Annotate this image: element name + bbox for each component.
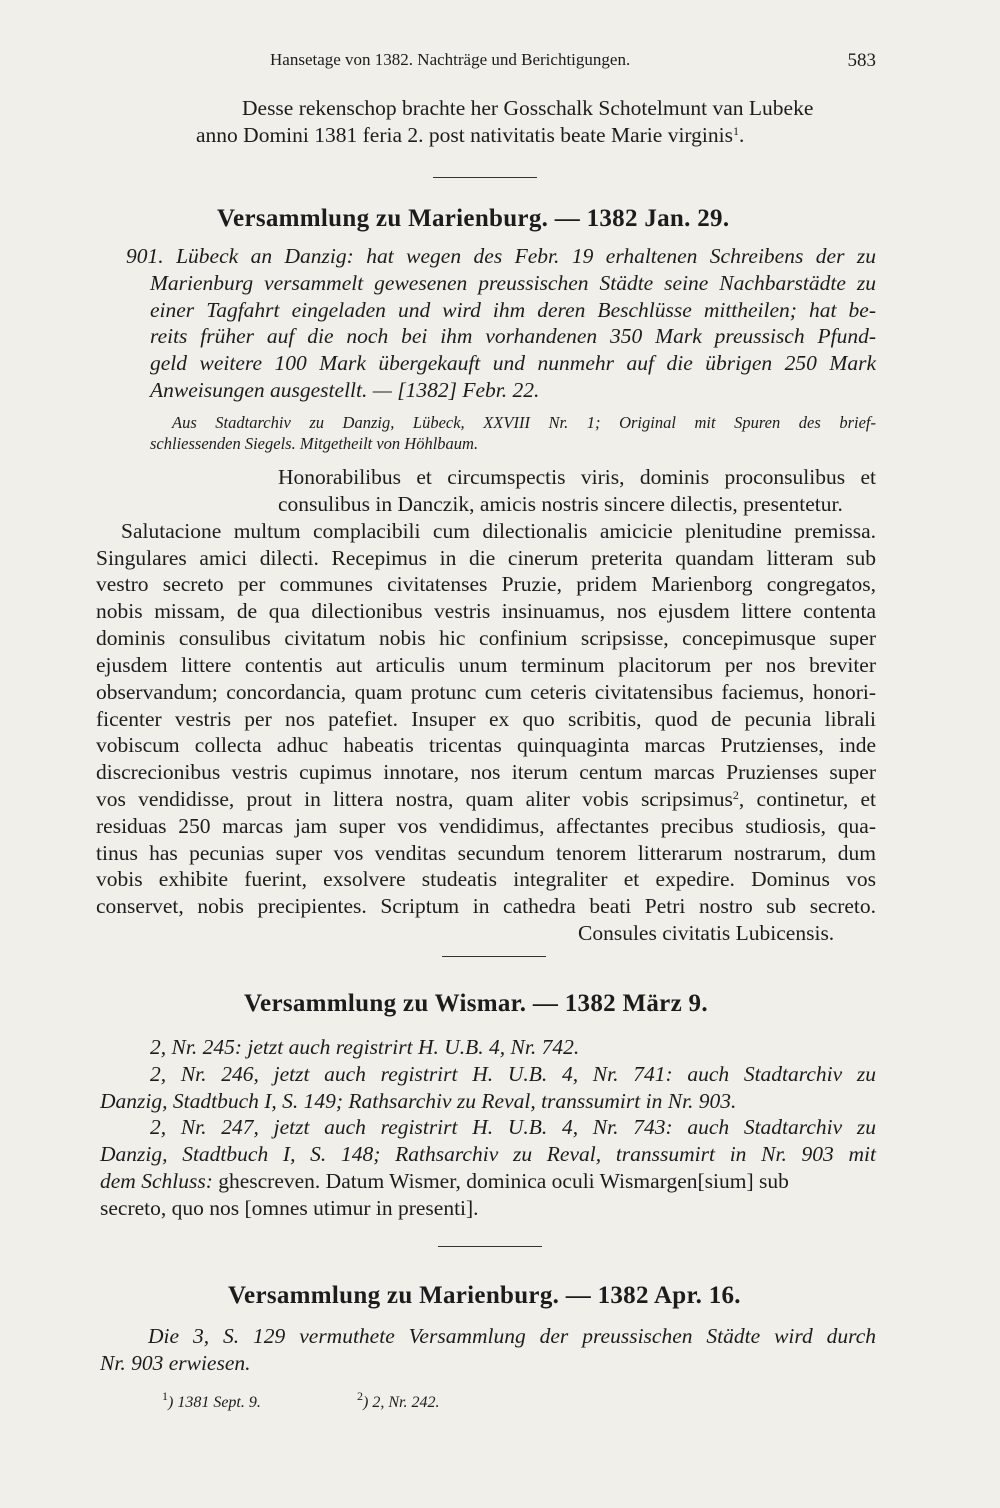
body-line-7: observandum; concordancia, quam protunc cum ceteris civitatensibus faciemus, honori-	[96, 680, 876, 704]
wismar-line-6: dem Schluss: ghescreven. Datum Wismer, dominica oculi Wismargen[sium] sub	[100, 1169, 789, 1193]
wismar-line-3: Danzig, Stadtbuch I, S. 149; Rathsarchiv zu Reval, transsumirt in Nr. 903.	[100, 1089, 737, 1113]
section-divider-3	[438, 1246, 542, 1247]
wismar-line-2: 2, Nr. 246, jetzt auch registrirt H. U.B. 4, Nr. 741: auch Stadtarchiv zu	[150, 1062, 876, 1086]
body-line-13: tinus has pecunias super vos venditas secundum tenorem litterarum nostrarum, dum	[96, 841, 876, 865]
top-text-line-1: Desse rekenschop brachte her Gosschalk Schotelmunt van Lubeke	[242, 96, 814, 120]
top-text-line-2: anno Domini 1381 feria 2. post nativitatis beate Marie virginis$^1$.	[196, 123, 745, 147]
entry-line-6: Anweisungen ausgestellt. — [1382] Febr. 22.	[150, 378, 540, 402]
marienburg-apr-line-2: Nr. 903 erwiesen.	[100, 1351, 251, 1375]
body-line-11: vos vendidisse, prout in littera nostra, quam aliter vobis scripsimus$^2$, continetur, et	[96, 787, 876, 811]
letter-signature: Consules civitatis Lubicensis.	[578, 921, 835, 945]
address-line-2: consulibus in Danczik, amicis nostris sincere dilectis, presentetur.	[278, 492, 843, 516]
wismar-line-4: 2, Nr. 247, jetzt auch registrirt H. U.B. 4, Nr. 743: auch Stadtarchiv zu	[150, 1115, 876, 1139]
body-line-4: nobis missam, de qua dilectionibus vestris insinuamus, nos ejusdem littere contenta	[96, 599, 876, 623]
marienburg-apr-line-1: Die 3, S. 129 vermuthete Versammlung der preussischen Städte wird durch	[148, 1324, 876, 1348]
running-header: Hansetage von 1382. Nachträge und Berichtigungen.	[270, 50, 631, 69]
footnote-ref-2: 2	[732, 788, 739, 802]
section-heading-marienburg-jan: Versammlung zu Marienburg. — 1382 Jan. 29.	[217, 205, 730, 232]
body-line-8: ficenter vestris per nos patefiet. Insuper ex quo scribitis, quod de pecunia librali	[96, 707, 876, 731]
entry-line-4: reits früher auf die noch bei ihm vorhandenen 350 Mark preussisch Pfund-	[150, 324, 876, 348]
body-line-5: dominis consulibus civitatum nobis hic confinium scripsisse, concepimusque super	[96, 626, 876, 650]
entry-line-2: Marienburg versammelt gewesenen preussischen Städte seine Nachbarstädte zu	[150, 271, 876, 295]
body-line-12: residuas 250 marcas jam super vos vendidimus, affectantes precibus studiosis, qua-	[96, 814, 876, 838]
footnote-ref-1: 1	[733, 124, 739, 138]
body-line-1: Salutacione multum complacibili cum dilectionalis amicicie plenitudine premissa.	[121, 519, 876, 543]
body-line-3: vestro secreto per communes civitatenses Pruzie, pridem Marienborg congregatos,	[96, 572, 876, 596]
footnote-2: $^2$) 2, Nr. 242.	[357, 1389, 440, 1411]
body-line-10: discrecionibus vestris cupimus innotare, nos iterum centum marcas Pruzienses super	[96, 760, 876, 784]
section-divider-2	[442, 956, 546, 957]
section-heading-wismar: Versammlung zu Wismar. — 1382 März 9.	[244, 990, 708, 1017]
source-line-2: schliessenden Siegels. Mitgetheilt von Höhlbaum.	[150, 434, 479, 453]
entry-line-3: einer Tagfahrt eingeladen und wird ihm deren Beschlüsse mittheilen; hat be-	[150, 298, 876, 322]
body-line-2: Singulares amici dilecti. Recepimus in die cinerum preterita quandam litteram sub	[96, 546, 876, 570]
source-line-1: Aus Stadtarchiv zu Danzig, Lübeck, XXVIII Nr. 1; Original mit Spuren des brief-	[172, 413, 876, 432]
entry-line-5: geld weitere 100 Mark übergekauft und nunmehr auf die übrigen 250 Mark	[150, 351, 876, 375]
wismar-line-7: secreto, quo nos [omnes utimur in presenti].	[100, 1196, 479, 1220]
section-heading-marienburg-apr: Versammlung zu Marienburg. — 1382 Apr. 16.	[228, 1282, 741, 1309]
body-line-6: ejusdem littere contentis aut articulis unum terminum placitorum per nos breviter	[96, 653, 876, 677]
address-line-1: Honorabilibus et circumspectis viris, dominis proconsulibus et	[278, 465, 876, 489]
body-line-9: vobiscum collecta adhuc habeatis tricentas quinquaginta marcas Prutzienses, inde	[96, 733, 876, 757]
entry-line-1: 901. Lübeck an Danzig: hat wegen des Febr. 19 erhaltenen Schreibens der zu	[126, 244, 876, 268]
footnote-1: $^1$) 1381 Sept. 9.	[162, 1389, 261, 1411]
wismar-line-5: Danzig, Stadtbuch I, S. 148; Rathsarchiv zu Reval, transsumirt in Nr. 903 mit	[100, 1142, 876, 1166]
body-line-15: conservet, nobis precipientes. Scriptum in cathedra beati Petri nostro sub secreto.	[96, 894, 876, 918]
page-number: 583	[847, 50, 876, 71]
wismar-line-1: 2, Nr. 245: jetzt auch registrirt H. U.B. 4, Nr. 742.	[150, 1035, 580, 1059]
body-line-14: vobis exhibite fuerint, exsolvere studeatis integraliter et expedire. Dominus vos	[96, 867, 876, 891]
section-divider-1	[433, 177, 537, 178]
